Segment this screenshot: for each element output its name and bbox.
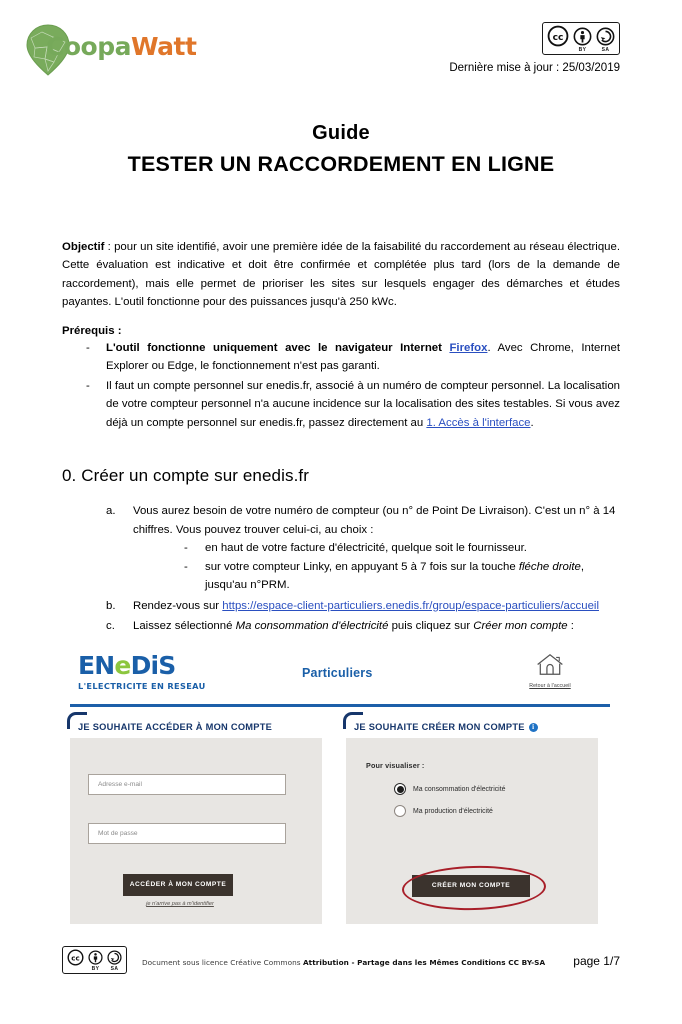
objectif-paragraph xyxy=(62,238,620,312)
email-input[interactable]: Adresse e-mail xyxy=(88,774,286,795)
login-panel-title-row xyxy=(70,722,322,732)
title-line-subject: TESTER UN RACCORDEMENT EN LIGNE xyxy=(127,152,555,176)
svg-text:cc: cc xyxy=(71,953,80,963)
objectif-text: : pour un site identifié, avoir une première idée de la faisabilité du raccordement au réseau électrique. Cette évaluation est indicative et doit être confirmée et complétée plus tard (lors de la demande de raccordement), mais elle permet de prioriser les sites sur lesquels engager des démarches et études payantes. L'outil fonctionne pour des puissances jusqu'à 250 kWc. xyxy=(62,241,620,309)
list-item xyxy=(84,377,620,432)
footer-license-text xyxy=(142,958,545,967)
create-panel-title-row xyxy=(346,722,598,732)
item-a-sublist xyxy=(133,539,620,594)
cc-by-person-icon xyxy=(88,950,103,965)
cc-sa-label: SA xyxy=(110,966,119,972)
cc-icon xyxy=(67,949,84,966)
section-0-list xyxy=(62,502,620,635)
enedis-word-en: EN xyxy=(78,651,115,680)
radio-icon-selected[interactable] xyxy=(394,783,406,795)
login-panel-box xyxy=(70,738,322,924)
prereq-2-after: . xyxy=(530,416,534,429)
access-account-button[interactable]: ACCÉDER À MON COMPTE xyxy=(123,874,233,896)
create-panel-title: JE SOUHAITE CRÉER MON COMPTE xyxy=(354,722,525,732)
sub-a1-text: en haut de votre facture d'électricité, quelque soit le fournisseur. xyxy=(205,542,527,555)
item-c-italic-creer: Créer mon compte xyxy=(473,620,568,633)
logo-word-coopa: Coopa xyxy=(46,32,131,61)
prerequis-heading: Prérequis : xyxy=(62,324,122,337)
footer-license-lead: Document sous licence Créative Commons xyxy=(142,958,303,967)
login-panel-title: JE SOUHAITE ACCÉDER À MON COMPTE xyxy=(78,722,273,732)
firefox-link[interactable]: Firefox xyxy=(449,341,488,354)
coopawatt-logo xyxy=(22,22,197,72)
document-body xyxy=(62,238,620,638)
radio-label-consommation: Ma consommation d'électricité xyxy=(413,785,506,793)
cc-by-label: BY xyxy=(578,47,587,53)
creative-commons-badge-header xyxy=(542,22,620,55)
svg-text:cc: cc xyxy=(552,32,564,44)
cc-sa-share-icon xyxy=(107,950,122,965)
forgot-credentials-link[interactable]: je n'arrive pas à m'identifier xyxy=(146,901,214,907)
page-title xyxy=(0,122,682,177)
radio-icon-unselected[interactable] xyxy=(394,805,406,817)
sub-a2-before: sur votre compteur Linky, en appuyant 5 à 7 fois sur la touche xyxy=(205,560,519,573)
create-panel-box xyxy=(346,738,598,924)
title-line-guide: Guide xyxy=(312,122,370,144)
visualiser-prompt: Pour visualiser : xyxy=(366,761,425,770)
cc-icon xyxy=(547,25,569,47)
enedis-tagline: L'ELECTRICITE EN RESEAU xyxy=(78,681,206,691)
cc-sa-share-icon xyxy=(596,27,615,46)
corner-swoosh-icon xyxy=(343,712,363,729)
prerequis-list xyxy=(62,339,620,432)
enedis-wordmark xyxy=(78,653,228,678)
item-a-text: Vous aurez besoin de votre numéro de compteur (ou n° de Point De Livraison). C'est un n° à 14 chiffres. Vous pouvez trouver celui-ci, au choix : xyxy=(133,505,616,536)
page-number: page 1/7 xyxy=(573,954,620,968)
enedis-logo[interactable] xyxy=(78,653,228,691)
enedis-espace-client-link[interactable]: https://espace-client-particuliers.enedis.fr/group/espace-particuliers/accueil xyxy=(222,599,599,612)
radio-label-production: Ma production d'électricité xyxy=(413,807,493,815)
logo-wordmark xyxy=(46,32,196,61)
section-0-heading: 0. Créer un compte sur enedis.fr xyxy=(62,466,309,486)
list-item-c xyxy=(106,617,620,635)
list-item-b xyxy=(106,597,620,615)
radio-option-production[interactable] xyxy=(394,805,493,817)
home-link[interactable] xyxy=(514,652,586,689)
radio-option-consommation[interactable] xyxy=(394,783,505,795)
prereq-1-bold: L'outil fonctionne uniquement avec le navigateur Internet xyxy=(106,341,450,354)
objectif-label: Objectif xyxy=(62,241,105,253)
cc-by-label: BY xyxy=(91,966,100,972)
create-account-button[interactable]: CRÉER MON COMPTE xyxy=(412,875,530,897)
item-c-lead: Laissez sélectionné xyxy=(133,620,236,633)
last-update-text: Dernière mise à jour : 25/03/2019 xyxy=(449,62,620,74)
login-panel xyxy=(70,722,322,924)
logo-word-watt: Watt xyxy=(130,32,197,61)
enedis-site-header xyxy=(62,648,622,706)
enedis-word-dis: DiS xyxy=(130,651,176,680)
item-c-italic-consommation: Ma consommation d'électricité xyxy=(235,620,389,633)
info-icon[interactable]: i xyxy=(529,723,538,732)
list-item-a xyxy=(106,502,620,594)
cc-by-person-icon xyxy=(573,27,592,46)
prereq-2-before: Il faut un compte personnel sur enedis.fr, associé à un numéro de compteur personnel. La localisation de votre compteur personnel n'a aucune incidence sur la localisation des sites testables. Si vous avez déjà un compte personnel sur enedis.fr, passez directement au xyxy=(106,379,620,429)
page-header xyxy=(0,0,682,96)
corner-swoosh-icon xyxy=(67,712,87,729)
list-item xyxy=(183,558,620,595)
enedis-word-e: e xyxy=(114,651,131,680)
password-input[interactable]: Mot de passe xyxy=(88,823,286,844)
list-item xyxy=(84,339,620,376)
creative-commons-badge-footer xyxy=(62,946,127,974)
cc-sa-label: SA xyxy=(601,47,610,53)
house-icon xyxy=(535,652,565,677)
sub-a2-italic: fléche droite xyxy=(518,560,581,573)
create-account-panel xyxy=(346,722,598,924)
header-divider xyxy=(70,704,610,707)
page-footer xyxy=(62,950,620,980)
acces-interface-link[interactable]: 1. Accès à l'interface xyxy=(426,416,531,429)
sub-a2-after: , jusqu'au n°PRM. xyxy=(205,560,585,592)
item-b-lead: Rendez-vous sur xyxy=(133,599,223,612)
enedis-login-screenshot xyxy=(62,648,622,936)
home-link-label: Retour à l'accueil xyxy=(529,683,571,689)
list-item xyxy=(183,539,620,557)
item-c-mid: puis cliquez sur xyxy=(388,620,474,633)
enedis-panels xyxy=(62,722,622,924)
footer-license-bold: Attribution - Partage dans les Mêmes Conditions CC BY-SA xyxy=(302,958,546,967)
item-c-tail: : xyxy=(567,620,574,633)
prereq-1-rest: . Avec Chrome, Internet Explorer ou Edge, le fonctionnement n'est pas garanti. xyxy=(106,341,621,373)
nav-particuliers[interactable]: Particuliers xyxy=(302,666,373,680)
